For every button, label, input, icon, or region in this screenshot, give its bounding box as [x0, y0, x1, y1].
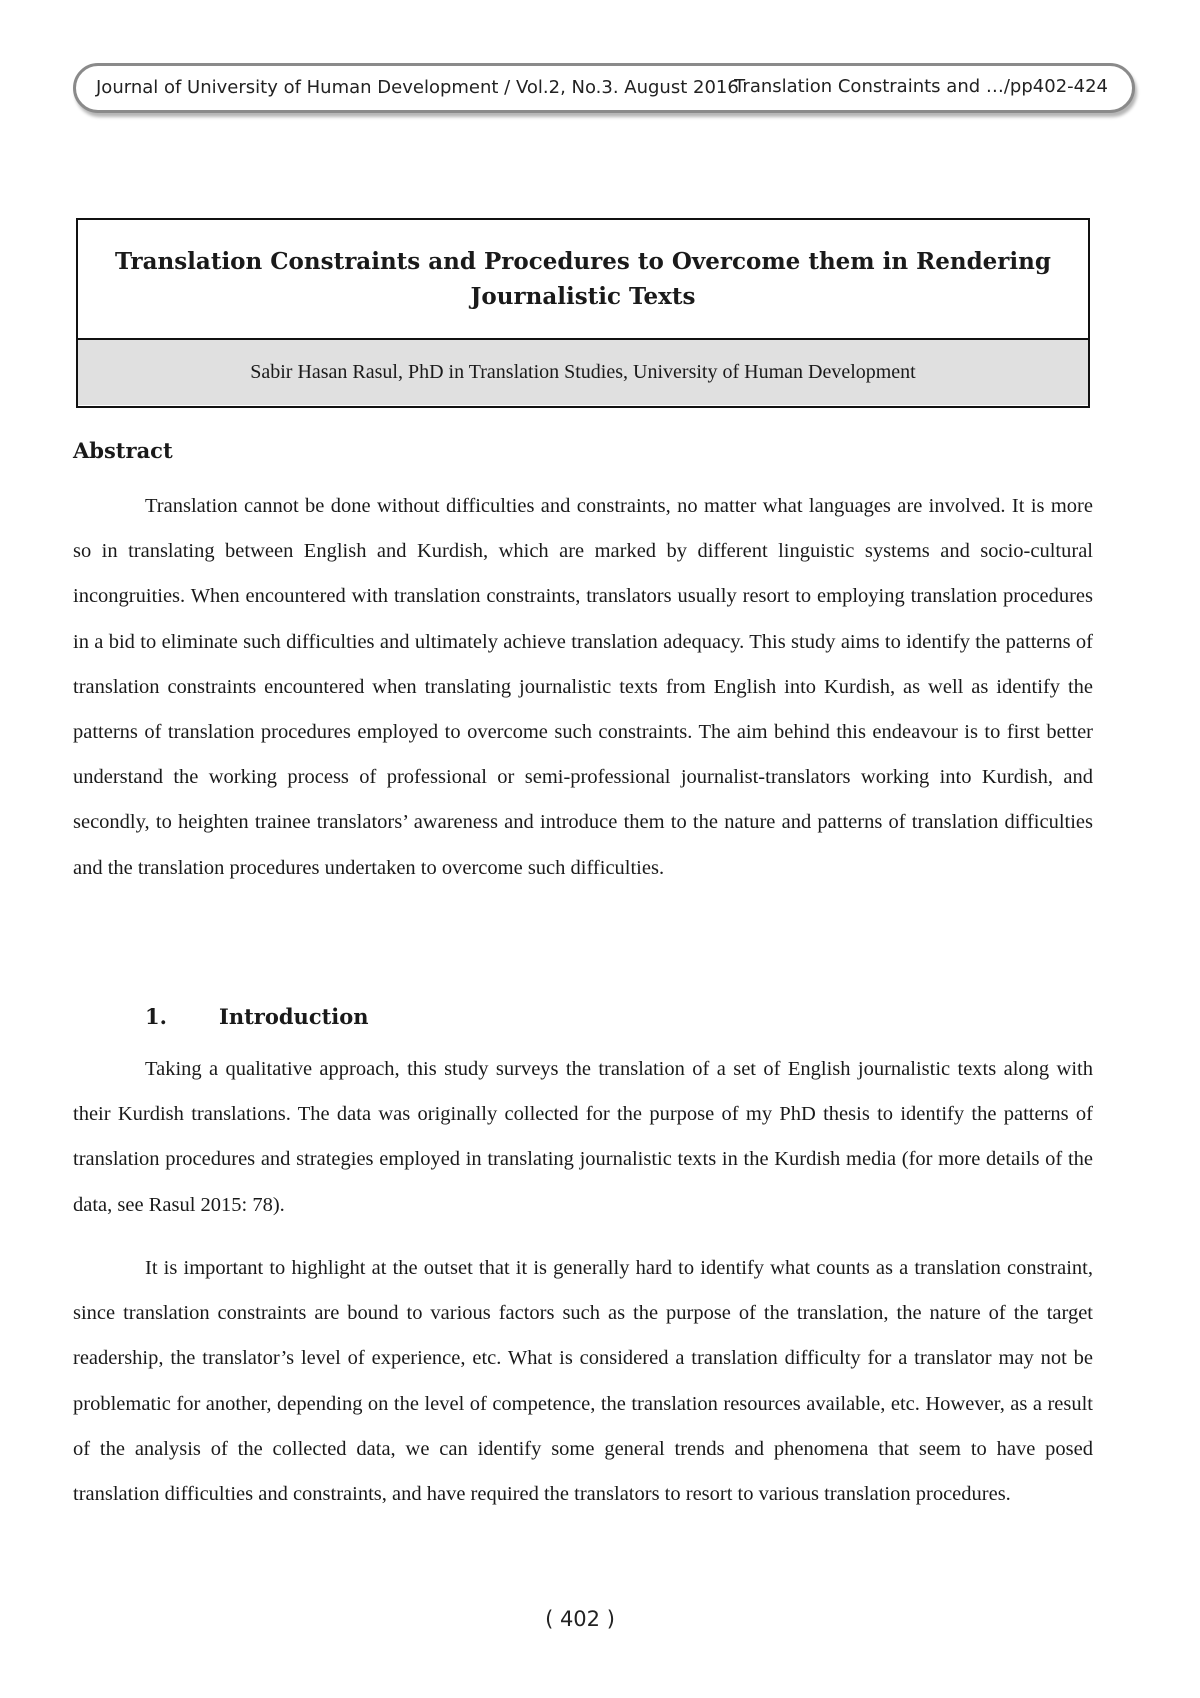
- title-block: [76, 218, 1090, 408]
- running-header: [73, 63, 1135, 113]
- abstract-text: Translation cannot be done without difficulties and constraints, no matter what languages are involved. It is more so in translating between English and Kurdish, which are marked by different linguistic systems and socio-cultural incongruities. When encountered with translation constraints, translators usually resort to employing translation procedures in a bid to eliminate such difficulties and ultimately achieve translation adequacy. This study aims to identify the patterns of translation constraints encountered when translating journalistic texts from English into Kurdish, as well as identify the patterns of translation procedures employed to overcome such constraints. The aim behind this endeavour is to first better understand the working process of professional or semi-professional journalist-translators working into Kurdish, and secondly, to heighten trainee translators’ awareness and introduce them to the nature and patterns of translation difficulties and the translation procedures undertaken to overcome such difficulties.: [73, 495, 1093, 879]
- introduction-heading: Introduction: [219, 1004, 369, 1029]
- abstract-heading: Abstract: [73, 438, 173, 463]
- paper-title: Translation Constraints and Procedures to Overcome them in Rendering Journalistic Texts: [115, 248, 1051, 310]
- author-line: Sabir Hasan Rasul, PhD in Translation Studies, University of Human Development: [78, 340, 1088, 405]
- title-cell: [78, 220, 1088, 340]
- journal-citation: Journal of University of Human Development / Vol.2, No.3. August 2016: [96, 77, 739, 98]
- page-number: ( 402 ): [545, 1607, 615, 1631]
- section-number: 1.: [145, 1004, 167, 1029]
- introduction-paragraph: Taking a qualitative approach, this study surveys the translation of a set of English journalistic texts along with their Kurdish translations. The data was originally collected for the purpose of my PhD thesis to identify the patterns of translation procedures and strategies employed in translating journalistic texts in the Kurdish media (for more details of the data, see Rasul 2015: 78).: [73, 1058, 1093, 1216]
- introduction-paragraph: It is important to highlight at the outset that it is generally hard to identify what counts as a translation constraint, since translation constraints are bound to various factors such as the purpose of the translation, the nature of the target readership, the translator’s level of experience, etc. What is considered a translation difficulty for a translator may not be problematic for another, depending on the level of competence, the translation resources available, etc. However, as a result of the analysis of the collected data, we can identify some general trends and phenomena that seem to have posed translation difficulties and constraints, and have required the translators to resort to various translation procedures.: [73, 1257, 1093, 1506]
- running-short-title: Translation Constraints and …/pp402-424: [734, 76, 1108, 97]
